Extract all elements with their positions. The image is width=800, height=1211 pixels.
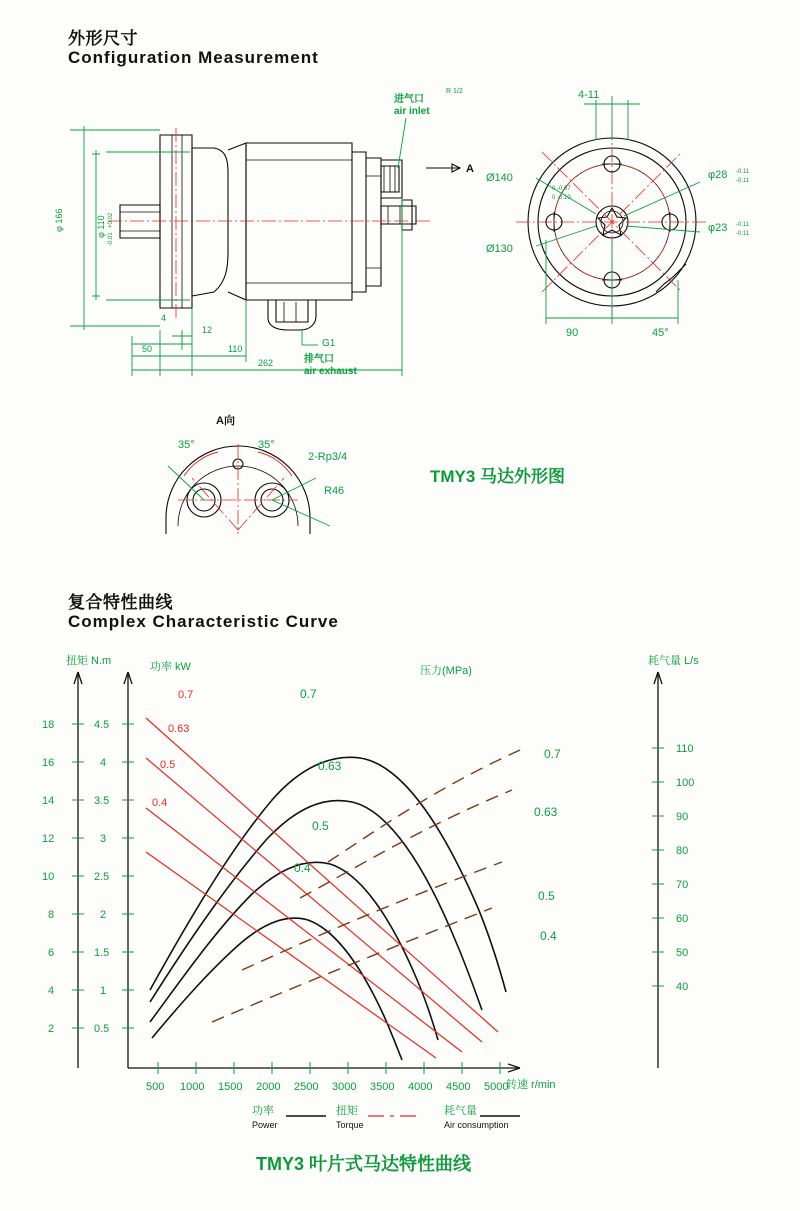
section-title-dimensions-cn: 外形尺寸 [68, 29, 138, 48]
dim-phi23: φ23 [708, 222, 728, 234]
torque-tick-6: 6 [48, 947, 55, 959]
dim-phi28: φ28 [708, 169, 728, 181]
dim-phi23-tol1: -0.11 [736, 222, 750, 228]
dim-tol-b: 0 -0.10 [552, 195, 571, 201]
power-tick-3: 3 [100, 833, 107, 845]
dim-110: 110 [228, 344, 243, 354]
torque-curve-0.5 [146, 808, 462, 1052]
speed-tick-500: 500 [146, 1081, 165, 1093]
speed-tick-2500: 2500 [294, 1081, 319, 1093]
power-curve-0.7 [150, 757, 506, 992]
power-tick-2: 2 [100, 909, 107, 921]
air-tick-100: 100 [676, 777, 695, 789]
section-title-curve-en: Complex Characteristic Curve [68, 612, 339, 631]
label-air-0.5: 0.5 [538, 889, 555, 903]
dim-phi110-tol: +0.02 [108, 212, 114, 228]
label-35deg-right: 35° [258, 439, 275, 451]
air-tick-60: 60 [676, 913, 689, 925]
power-tick-1: 1 [100, 985, 107, 997]
power-axis-caption: 功率 kW [150, 661, 191, 673]
label-power-0.63: 0.63 [168, 723, 190, 735]
power-curve-0.4 [152, 918, 402, 1060]
legend-torque-cn: 扭矩 [336, 1105, 358, 1117]
speed-tick-4500: 4500 [446, 1081, 471, 1093]
power-tick-1.5: 1.5 [94, 947, 110, 959]
label-air-0.7: 0.7 [544, 747, 561, 761]
thread-r12: R 1/2 [446, 88, 463, 95]
speed-tick-5000: 5000 [484, 1081, 509, 1093]
dim-45: 45° [652, 327, 669, 339]
legend-air-cn: 耗气量 [444, 1105, 477, 1117]
callout-air-inlet-thread [446, 88, 463, 95]
power-curves [150, 757, 506, 1060]
view-a-detail [166, 444, 330, 534]
speed-axis-caption: 转速 r/min [506, 1079, 556, 1091]
dim-phi166: φ 166 [54, 208, 64, 232]
dim-d140: Ø140 [486, 172, 513, 184]
speed-tick-1500: 1500 [218, 1081, 243, 1093]
dim-12: 12 [202, 325, 213, 335]
power-tick-4.5: 4.5 [94, 719, 110, 731]
power-tick-0.5: 0.5 [94, 1023, 110, 1035]
dim-phi110-tol2: -0.01 [108, 232, 114, 246]
air-axis-caption: 耗气量 L/s [648, 655, 699, 667]
label-r46: R46 [324, 485, 345, 497]
dim-262: 262 [258, 358, 274, 368]
caption-motor-drawing: TMY3 马达外形图 [430, 467, 566, 486]
callout-air-exhaust [304, 354, 357, 377]
speed-tick-4000: 4000 [408, 1081, 433, 1093]
label-torque-0.4: 0.4 [294, 861, 311, 875]
dim-50: 50 [142, 344, 153, 354]
torque-tick-14: 14 [42, 795, 55, 807]
label-air-0.4: 0.4 [540, 929, 557, 943]
torque-tick-4: 4 [48, 985, 55, 997]
characteristic-curve-chart [0, 650, 800, 1190]
dim-phi110: φ 110 [96, 215, 106, 238]
axis-captions [66, 653, 699, 1091]
label-torque-0.5: 0.5 [312, 819, 329, 833]
legend-air-en: Air consumption [444, 1120, 509, 1130]
motor-outline-drawing [0, 0, 800, 560]
dim-tol-a: 0 -0.07 [552, 186, 571, 192]
callout-air-exhaust-cn: 排气口 [304, 354, 334, 365]
legend-power-en: Power [252, 1120, 278, 1130]
torque-tick-12: 12 [42, 833, 55, 845]
speed-tick-3000: 3000 [332, 1081, 357, 1093]
air-tick-50: 50 [676, 947, 689, 959]
air-curve-0.7 [328, 750, 520, 862]
label-35deg-left: 35° [178, 439, 195, 451]
air-tick-80: 80 [676, 845, 689, 857]
air-curve-0.63 [300, 790, 512, 898]
air-curve-0.4 [212, 908, 492, 1022]
power-tick-4: 4 [100, 757, 107, 769]
power-curve-0.5 [150, 862, 438, 1040]
legend-power-cn: 功率 [252, 1105, 274, 1117]
torque-tick-8: 8 [48, 909, 55, 921]
callout-air-exhaust-en: air exhaust [304, 365, 357, 377]
dim-phi28-tol1: -0.11 [736, 169, 750, 175]
section-title-dimensions-en: Configuration Measurement [68, 48, 319, 67]
torque-axis-caption: 扭矩 N.m [66, 655, 112, 667]
air-tick-90: 90 [676, 811, 689, 823]
air-tick-110: 110 [676, 743, 694, 755]
label-power-0.7: 0.7 [178, 689, 194, 701]
section-title-curve-cn: 复合特性曲线 [68, 593, 173, 612]
dim-d130: Ø130 [486, 243, 513, 255]
torque-tick-18: 18 [42, 719, 55, 731]
legend-torque-en: Torque [336, 1120, 364, 1130]
dim-4: 4 [161, 313, 167, 323]
label-view-a: A向 [216, 415, 235, 427]
speed-tick-2000: 2000 [256, 1081, 281, 1093]
callout-g1-thread: G1 [322, 338, 336, 349]
torque-curve-0.4 [146, 852, 436, 1058]
torque-tick-10: 10 [42, 871, 55, 883]
flange-dimensions [486, 89, 750, 339]
power-tick-3.5: 3.5 [94, 795, 110, 807]
label-air-0.63: 0.63 [534, 805, 558, 819]
speed-tick-3500: 3500 [370, 1081, 395, 1093]
dim-4-11: 4-11 [578, 89, 600, 101]
dim-90: 90 [566, 327, 579, 339]
label-power-0.5: 0.5 [160, 759, 176, 771]
power-tick-2.5: 2.5 [94, 871, 110, 883]
air-tick-70: 70 [676, 879, 689, 891]
label-power-0.4: 0.4 [152, 797, 168, 809]
pressure-caption: 压力(MPa) [420, 665, 472, 677]
label-arrow-a: A [466, 163, 474, 175]
speed-tick-1000: 1000 [180, 1081, 205, 1093]
air-tick-40: 40 [676, 981, 689, 993]
dim-phi23-tol2: -0.11 [736, 231, 750, 237]
view-arrow-a [426, 164, 460, 172]
torque-curve-0.63 [146, 758, 482, 1042]
chart-legend [252, 1103, 520, 1130]
speed-axis-ticks [146, 1062, 508, 1093]
air-curve-0.5 [242, 862, 502, 970]
label-2-rp34: 2-Rp3/4 [308, 451, 348, 463]
caption-characteristic-curve: TMY3 叶片式马达特性曲线 [256, 1154, 472, 1174]
label-torque-0.7: 0.7 [300, 687, 317, 701]
torque-tick-16: 16 [42, 757, 55, 769]
torque-tick-2: 2 [48, 1023, 55, 1035]
callout-air-inlet-en: air inlet [394, 105, 430, 117]
callout-air-inlet [394, 94, 430, 117]
callout-air-inlet-cn: 进气口 [394, 94, 424, 105]
dim-phi28-tol2: -0.11 [736, 178, 750, 184]
label-torque-0.63: 0.63 [318, 759, 342, 773]
